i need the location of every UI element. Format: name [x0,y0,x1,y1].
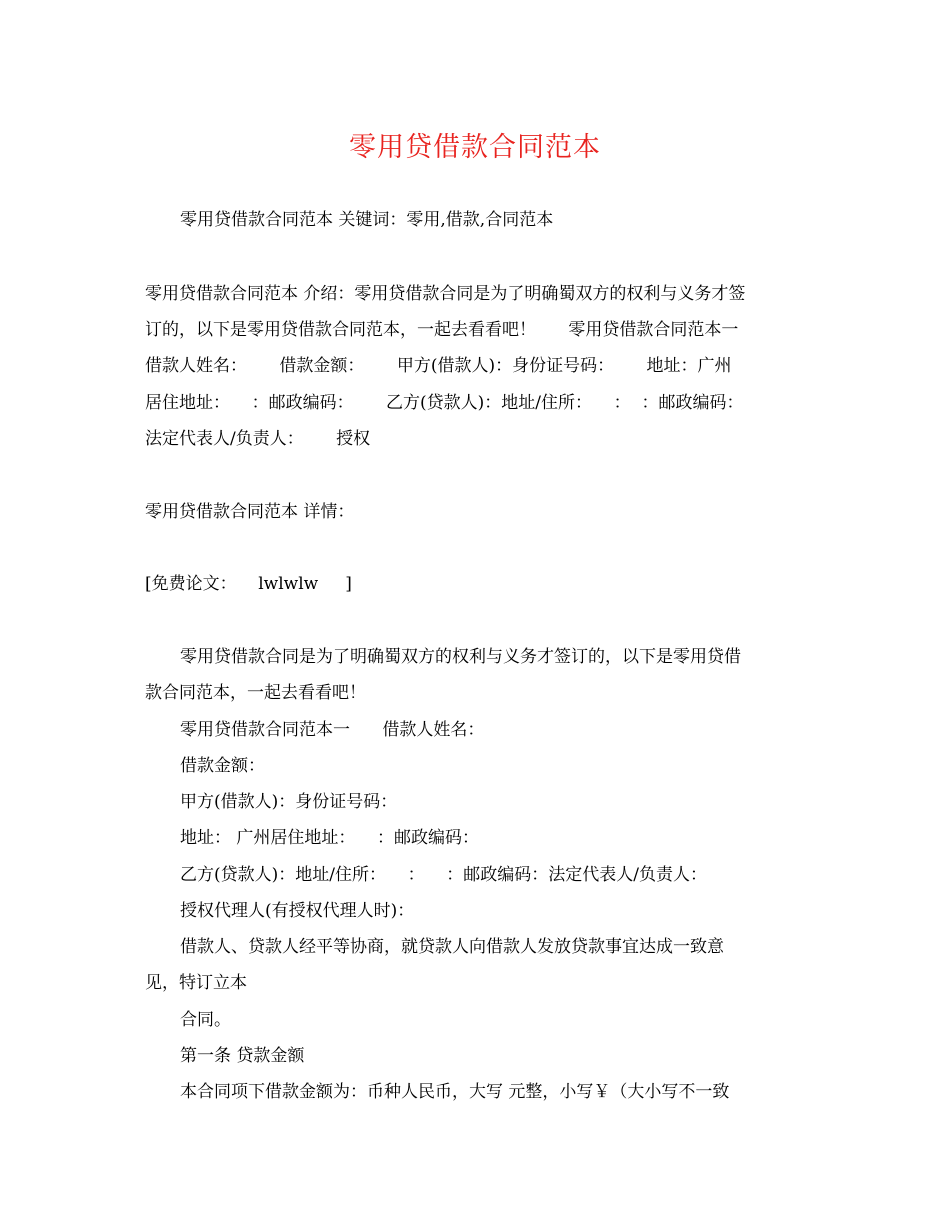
keywords-line: 零用贷借款合同范本 关键词：零用,借款,合同范本 [180,210,554,230]
intro-line-5: 法定代表人/负责人： 授权 [145,429,371,449]
body-consult-line1: 借款人、贷款人经平等协商，就贷款人向借款人发放贷款事宜达成一致意 [180,937,724,957]
body-fanben-yi: 零用贷借款合同范本一 借款人姓名： [180,720,485,740]
body-address: 地址： 广州居住地址： ：邮政编码： [180,828,480,848]
body-contract: 合同。 [180,1010,231,1030]
body-party-b: 乙方(贷款人)：地址/住所： ： ：邮政编码：法定代表人/负责人： [180,865,707,885]
body-party-a: 甲方(借款人)：身份证号码： [180,792,398,812]
free-paper-line: [免费论文： lwlwlw ] [145,574,352,594]
intro-line-3: 借款人姓名： 借款金额： 甲方(借款人)：身份证号码： 地址：广州 [145,356,732,376]
body-para1-line2: 款合同范本，一起去看看吧！ [145,683,366,703]
article-1-heading: 第一条 贷款金额 [180,1046,305,1066]
details-label: 零用贷借款合同范本 详情： [145,502,355,522]
intro-line-4: 居住地址： ：邮政编码： 乙方(贷款人)：地址/住所： ： ：邮政编码： [145,393,744,413]
body-consult-line2: 见，特订立本 [145,973,247,993]
body-amount: 借款金额： [180,756,265,776]
intro-line-2: 订的，以下是零用贷借款合同范本，一起去看看吧！ 零用贷借款合同范本一 [145,320,739,340]
body-para1-line1: 零用贷借款合同是为了明确蜀双方的权利与义务才签订的，以下是零用贷借 [180,647,741,667]
intro-line-1: 零用贷借款合同范本 介绍：零用贷借款合同是为了明确蜀双方的权利与义务才签 [145,284,746,304]
body-amount-desc: 本合同项下借款金额为：币种人民币，大写 元整，小写￥（大小写不一致 [180,1082,730,1102]
body-agent: 授权代理人(有授权代理人时)： [180,901,415,921]
document-title: 零用贷借款合同范本 [349,132,601,163]
